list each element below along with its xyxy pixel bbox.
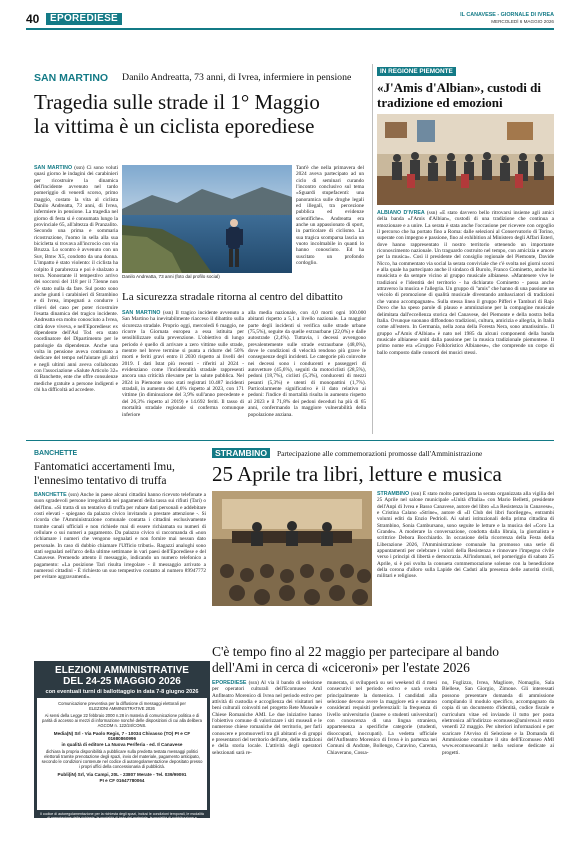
banchette-text: (ssn) Anche in paese alcuni cittadini hanno ricevuto telefonate a suon sgradevoli persone irregolarità nei pagamenti della tassa sui rifiuti (Tari) o dell'Imu. «Si tratta di un tentativo di truffa per rubare dati personali e addebitare costi elevati - spiegano da palazzo civico invitando a prestare attenzione -. Si ricorda che l'Amministrazione comunale contatta i cittadini esclusivamente tramite canali ufficiali e non richiede mai di essere richiamata su numeri di cellulare o sui numeri a pagamento. Da palazzo civico si raccomanda di «non richiamare i numeri che vengono segnalati e non fornire mai nessun dato personale. In caso di dubbio chiamare l'Ufficio tributi». Ragazzi analoghi sono stati segnalati nell'arco della ultime settimane in vari paesi dell'Eporediese e del Canavese. Premendo attento il messaggio, indicando un numero telefonico a pagamento: «La posizione Tari risulta irregolare - il messaggio arrivato a numerosi cittadini - È richiesto un suo tempestivo contatto al numero 89947772 per evitare aggravamenti». bbox=[34, 492, 206, 581]
sidebar-kicker: ALBIANO D'IVREA bbox=[377, 210, 427, 216]
banchette-kicker: BANCHETTE bbox=[34, 492, 69, 498]
cicerone-col2-text: munerata, si svilupperà su sei weekend di 4 mesi consecutivi nel periodo estivo e sarà svolta principalmente la domenica. I candidati alla selezione devono avere la maggiore età e saranno considerati requisiti preferenziali: la frequenza di livello universitario (lauree o studenti universitari) con conoscenza di una lingua straniera, appartenenza a specifiche categorie (studenti, disoccupati, inoccupati). La vedetta ufficiale dell'Anfiteatro Morenico di Ivrea è in partenza nei Comuni di Andrate, Bollengo, Caravino, Carema, Chiaverano, Cossa- bbox=[327, 680, 437, 756]
main-title bbox=[34, 90, 364, 138]
banchette-title-line1: Fantomatici accertamenti Imu, bbox=[34, 461, 175, 473]
strambino-col bbox=[377, 491, 554, 611]
event-photo-image bbox=[212, 491, 372, 606]
election-title: ELEZIONI AMMINISTRATIVE bbox=[55, 665, 189, 676]
election-subtitle: con eventuali turni di ballottaggio in data 7-8 giugno 2026 bbox=[45, 689, 199, 695]
cicerone-title-line2: dell'Ami in cerca di «ciceroni» per l'estate 2026 bbox=[212, 660, 470, 675]
safety-col2 bbox=[248, 310, 366, 434]
cicerone-col2 bbox=[327, 680, 437, 814]
banchette-col bbox=[34, 492, 206, 658]
election-dates: DEL 24-25 MAGGIO 2026 bbox=[63, 676, 181, 687]
safety-col1-text: (ssn) Il tragico incidente avvenuto a San Martino ha inevitabilmente riacceso il dibattito sulla sicurezza stradale. Proprio oggi, mercoledì 6 maggio, ne ricorre la Giornata europea a essa istituita per sensibilizzare sulla prevenzione. L'obiettivo di lungo periodo è quello di arrivare a zero vittime sulle strade, mentre nel breve termine si punta a ridurre del 50% morti e feriti gravi entro il 2030 rispetto ai livelli del 2019. I dati Istat più recenti - riferiti al 2024 - evidenziano come l'incidentalità stradale rappresenti ancora una criticità rilevante per la salute pubblica. Nel 2024 in Piemonte sono stati registrati 10.487 incidenti stradali, in aumento del 4,6% rispetto al 2023, con 171 vittime (in diminuzione del 3,9% sull'anno precedente e del 26,3% rispetto al 2019) e 14.692 feriti. Il tasso di mortalità stradale regionale si conferma comunque inferiore bbox=[122, 310, 244, 418]
cicerone-title-line1: C'è tempo fino al 22 maggio per partecipare al bando bbox=[212, 644, 499, 659]
election-footer: Il codice di autoregolamentazione per la richiesta degli spazi, inclusi le condizioni temporali, le modalità di prenotazione delle richieste, le modalità di invio del materiale, le modalità di pubblicazione e tassazione e alla disponibilità degli spazi, le condizioni tariffarie. bbox=[40, 812, 204, 825]
strambino-kicker: STRAMBINO bbox=[377, 491, 411, 497]
newspaper-name: IL CANAVESE - GIORNALE DI IVREA bbox=[460, 12, 554, 18]
column-divider bbox=[372, 64, 373, 434]
main-photo-caption: Danilo Andreatta, 73 anni (foto dal profilo social) bbox=[122, 274, 220, 279]
issue-date: MERCOLEDÌ 6 MAGGIO 2026 bbox=[491, 19, 554, 24]
cicerone-title bbox=[212, 644, 554, 676]
banchette-location: BANCHETTE bbox=[34, 450, 78, 457]
election-box bbox=[37, 698, 207, 810]
election-box-subtitle: ELEZIONI AMMINISTRATIVE 2026 bbox=[89, 706, 155, 711]
strambino-title: 25 Aprile tra libri, letture e musica bbox=[212, 462, 502, 486]
safety-title: La sicurezza stradale ritorna al centro del dibattito bbox=[122, 291, 343, 303]
election-ad bbox=[34, 661, 210, 825]
strambino-text: (ssn) È stato molto partecipata la serata organizzata alla vigilia del 25 Aprile nel salone municipale «Unità d'Italia» con Mario Belletti, presidente dell'Anpi di Ivrea e Basso Canavese, autore del libro «La Resistenza in Canavese», e Cristina Calano «Strine», autore di «Il Club dei libri fuorilegge», entrambi volumi editi da Enzio Pedrioli. Ai saluti istituzionali della prima cittadina di Strambino, Sonia Cambursano, sono seguite le letture e la musica del «Coro La Grande». A moderare la conversazione, condotta dalla libraia, la giornalista e scrittrice Debora Bocchiardo. In occasione della ricorrenza della Festa della Liberazione 2026, l'Amministrazione comunale ha promosso una serie di appuntamenti per celebrare i valori della Resistenza e rinnovare l'impegno civile verso i principi di libertà e democrazia. All'indomani, nel pomeriggio di sabato 25 Aprile, si è poi svolta la consueta commemorazione solenne con la benedizione della corona d'alloro sulla Lapide dei Caduti alla presenza delle autorità civili, militari e religiose. bbox=[377, 491, 554, 580]
region-tag: IN REGIONE PIEMONTE bbox=[377, 67, 456, 76]
cicerone-col3 bbox=[442, 680, 554, 814]
election-box-title: Comunicazione preventiva per la diffusione di messaggi elettorali per bbox=[58, 701, 186, 706]
main-col2 bbox=[296, 165, 364, 285]
sidebar-title: «J'Amis d'Albian», custodi di tradizione ed emozioni bbox=[377, 80, 541, 110]
safety-col1 bbox=[122, 310, 244, 434]
election-publisher2: Publi(iN) Srl, Via Campi, 20L - 23807 Merate - Tel. 039/99091 bbox=[57, 772, 187, 778]
election-body2: dichiara la propria disponibilità a pubblicare sulla predetta testata messaggi politici elettorali tramite prenotazione degli spazi, invio del materiale, pagamento anticipato, secondo le condizioni contenute nel codice di autoregolamentazione depositato presso i propri uffici della concessionaria di pubblicità. bbox=[41, 749, 203, 770]
page-header bbox=[26, 12, 554, 26]
election-publisher1b: in qualità di editore La Nuova Periferia - ed. Il Canavese bbox=[61, 741, 183, 747]
section-label: EPOREDIESE bbox=[46, 13, 122, 25]
election-publisher2b: PI e CF 01647780064 bbox=[99, 777, 145, 783]
band-photo bbox=[377, 114, 554, 205]
banchette-title-line2: l'ennesimo tentativo di truffa bbox=[34, 474, 167, 487]
sidebar-col bbox=[377, 210, 554, 434]
strambino-location: STRAMBINO bbox=[212, 448, 270, 458]
safety-col2-text: alla media nazionale, con 4,0 morti ogni 100.000 abitanti rispetto a 5,1 a livello nazionale. La maggior parte degli incidenti si verifica sulle strade urbane (75,5%), seguite da quelle extraurbane (22,0%) e dalle autostrade (2,4%). Tuttavia, i decessi avvengono prevalentemente sulle strade extraurbane (48,0%), dove le condizioni di velocità rendono più grave le conseguenze degli incidenti. Le categorie più coinvolte nei decessi sono i conducenti e passeggeri di autovetture (45,6%), seguiti da motociclisti (28,5%), pedoni (18,7%), ciclisti (5,3%), conducenti di mezzi pesanti (5,3%) e utenti di monopattini (1,7%). Particolarmente significativo è il dato relativo ai pedoni: l'indice di mortalità risulta in aumento rispetto al 2023 e il 71,8% dei pedoni deceduti ha più di 65 anni, confermando la maggiore vulnerabilità della popolazione anziana. bbox=[248, 310, 366, 418]
safety-kicker: SAN MARTINO bbox=[122, 310, 163, 316]
main-subtitle: Danilo Andreatta, 73 anni, di Ivrea, infermiere in pensione bbox=[122, 72, 352, 83]
cicerone-col1-text: (ssn) Al via il bando di selezione per operatori culturali dell'Ecomuseo AmI Anfiteatro Morenico di Ivrea nel periodo estivo per attività di custodia e accoglienza dei visitatori nei beni culturali coinvolti nel progetto Rete Museale e Chiese Romaniche AMI. Le due iniziative hanno l'obiettivo comune di valorizzare i siti museali e le numerose chiese romaniche del territorio, per farli conoscere e promuoverli tra gli abitanti e di gruppi e presentatori del territorio dell'arte, delle tradizioni e della storia locale. L'attività degli operatori selezionati sarà re- bbox=[212, 680, 322, 756]
cicerone-col1 bbox=[212, 680, 322, 814]
main-location: SAN MARTINO bbox=[34, 72, 109, 84]
election-publisher1: Media(N) Srl - Via Paolo Regis, 7 - 10034 Chivasso (TO) PI e CF 01680860996 bbox=[53, 731, 191, 742]
header-rule bbox=[26, 28, 554, 30]
sidebar-text: (ssn) «È stato davvero bello ritrovarsi insieme agli amici della banda «J'Amis d'Albian», custodi di una tradizione che continua a emozionare e a unire. La serata è stata anche l'occasione per ricevere con orgoglio il percorso che ha portato fino a Roma: dalle selezioni al Conservatorio di Torino, superate con impegno e passione, fino al exhibition al Ministero degli Affari Esteri, dove hanno rappresentato il nostro territorio ottenendo un importante riconoscimento nazionale. Un traguardo costruito nel tempo, con amicizia e amore per la musica». Così il presidente del consiglio regionale del Piemonte, Davide Nicco, ha commentato via social la serata conviviale che c'è svolta nei giorni scorsi e alla quale ha partecipato anche il sindaco di Burolo, Franco Cominetto, anche lui musicista e da sempre vicino al gruppo musicale albianese. «Mantenere vive le tradizioni e l'identità del territorio - ha dichiarato Cominetto - passa anche attraverso la musica e l'allegria. Un gruppo di "amis" che hanno di una passione un veicolo di promozione di qualità musicale diventando ambasciatori di tradizioni che vanno accompagnate». Sulla stessa linea il gruppo Pifferi e Tamburi di Rajo Dovo che ha speso parole di plauso e ammirazione per la compagine musicale delimitata dall'eccellenza storica del Canavese, del Piemonte e della nostra bella Italia. Ovunque suonano diffondono tradizioni, cultura, amicizia e allegria, in Italia come all'estero. In Germania, nella zona della Foresta Nera, sono amatissimi». Il gruppo «J'Amis d'Albian» è nato nel 1985 da alcuni componenti della banda musicale albianese uniti dalla passione per la musica tradizionale piemontese. Il primo nome era «Gruppo Folkloristico Albianese», che comprende un corpo di ballo composto dalle consorti dei musici stessi. bbox=[377, 210, 554, 356]
page-number: 40 bbox=[26, 12, 40, 26]
group-photo-image bbox=[377, 114, 554, 205]
strambino-subtitle: Partecipazione alle commemorazioni promosse dall'Amministrazione bbox=[277, 449, 483, 458]
main-col1 bbox=[34, 165, 118, 415]
cyclist-photo bbox=[122, 165, 292, 273]
banchette-title bbox=[34, 461, 214, 488]
main-title-line1: Tragedia sulle strade il 1° Maggio bbox=[34, 90, 320, 114]
main-col1-text: (ssn) Ci sono voluti quasi giorno le indagini dei carabinieri per ricostruire la dinamica dell'incidente avvenuto nel tardo pomeriggio di venerdì scorso, primo maggio, costato la vita al ciclista Danilo Andreatta, 73 anni, di Ivrea, infermiere in pensione. La tragedia nel giorno di festa si è consumata lungo la provinciale 65, all'altezza di Pranzalito. Secondo una prima e sommaria ricostruzione, l'uomo in sella alla sua bicicletta si trovava all'incrocio con via Bruzza. Lo scontro è avvenuto con un Suv, Bmw X5, condotto da una donna. L'impatto è stato violento: il ciclista ha colpito il parabrezza e poi è sbalzato a terra. Nonostante il tempestivo arrivo dei soccorsi del 118 per il 73enne non c'è stato nulla da fare. Sul posto sono anche giunti i carabinieri di Strambino e di Ivrea, impegnati a condurre i rilievi del caso per poter ricostruire l'esatta dinamica del tragico incidente. Andreatta era molto conosciuto a Ivrea, città dove viveva, e nell'Eporediese: ex dipendente dell'Asl To4 era stato coordinatore del Dipartimento per le patologie da dipendenze. Anche una volta in pensione aveva continuato a dedicare del tempo nell'aiutare gli altri e negli ultimi anni aveva collaborato con l'associazione «Salute Articolo 32» di Banchette, ente che offre consulenze mediche gratuite a persone indigenti e chi ha difficoltà ad accedere. bbox=[34, 165, 118, 394]
strambino-photo bbox=[212, 491, 372, 606]
main-kicker: SAN MARTINO bbox=[34, 165, 75, 171]
middle-rule bbox=[26, 440, 554, 441]
main-title-line2: la vittima è un ciclista eporediese bbox=[34, 114, 315, 138]
cicerone-kicker: EPOREDIESE bbox=[212, 680, 249, 686]
lake-landscape-image bbox=[122, 165, 292, 273]
cicerone-col3-text: no, Foglizzo, Ivrea, Magliore, Nomaglio, Sala Biellese, San Giorgio, Zimone. Gli interessati possono presentare domanda di ammissione compilando il modulo specifico, accompagnato da copia di un documento d'identità, codice fiscale e curriculum vitae ed inviando il tutto per posta elettronica all'indirizzo ecomuseo@amivrea.it entro venerdì 22 maggio. Per ulteriori informazioni e per scaricare l'Avviso di Selezione e la Domanda di Ammissione consultare il sito dell'Ecomuseo AMI www.ecomuseoami.it nella sezione dedicate ai progetti. bbox=[442, 680, 554, 756]
election-body: Ai sensi della Legge 22 febbraio 2000 n.28 in materia di comunicazione politica e di parità di accesso ai mezzi di informazione nonché delle disposizioni di cui alla delibera AGCOM n. 122/24/CONS. bbox=[42, 713, 202, 728]
main-col2-text: Tant'è che nella primavera del 2024 aveva partecipato ad un ciclo di seminari curando l'incontro conclusivo sul tema «Sguardi stupefacenti: una panoramica sulle droghe legali ed illegali, tra percezione pubblica ed evidenze scientifiche». Andreatta era anche un appassionato di sport, in particolare di ciclismo. La sua tragica scomparsa lascia un vuoto incolmabile in quanti lo hanno conosciuto. Ed ha suscitato un profondo cordoglio. bbox=[296, 165, 364, 267]
